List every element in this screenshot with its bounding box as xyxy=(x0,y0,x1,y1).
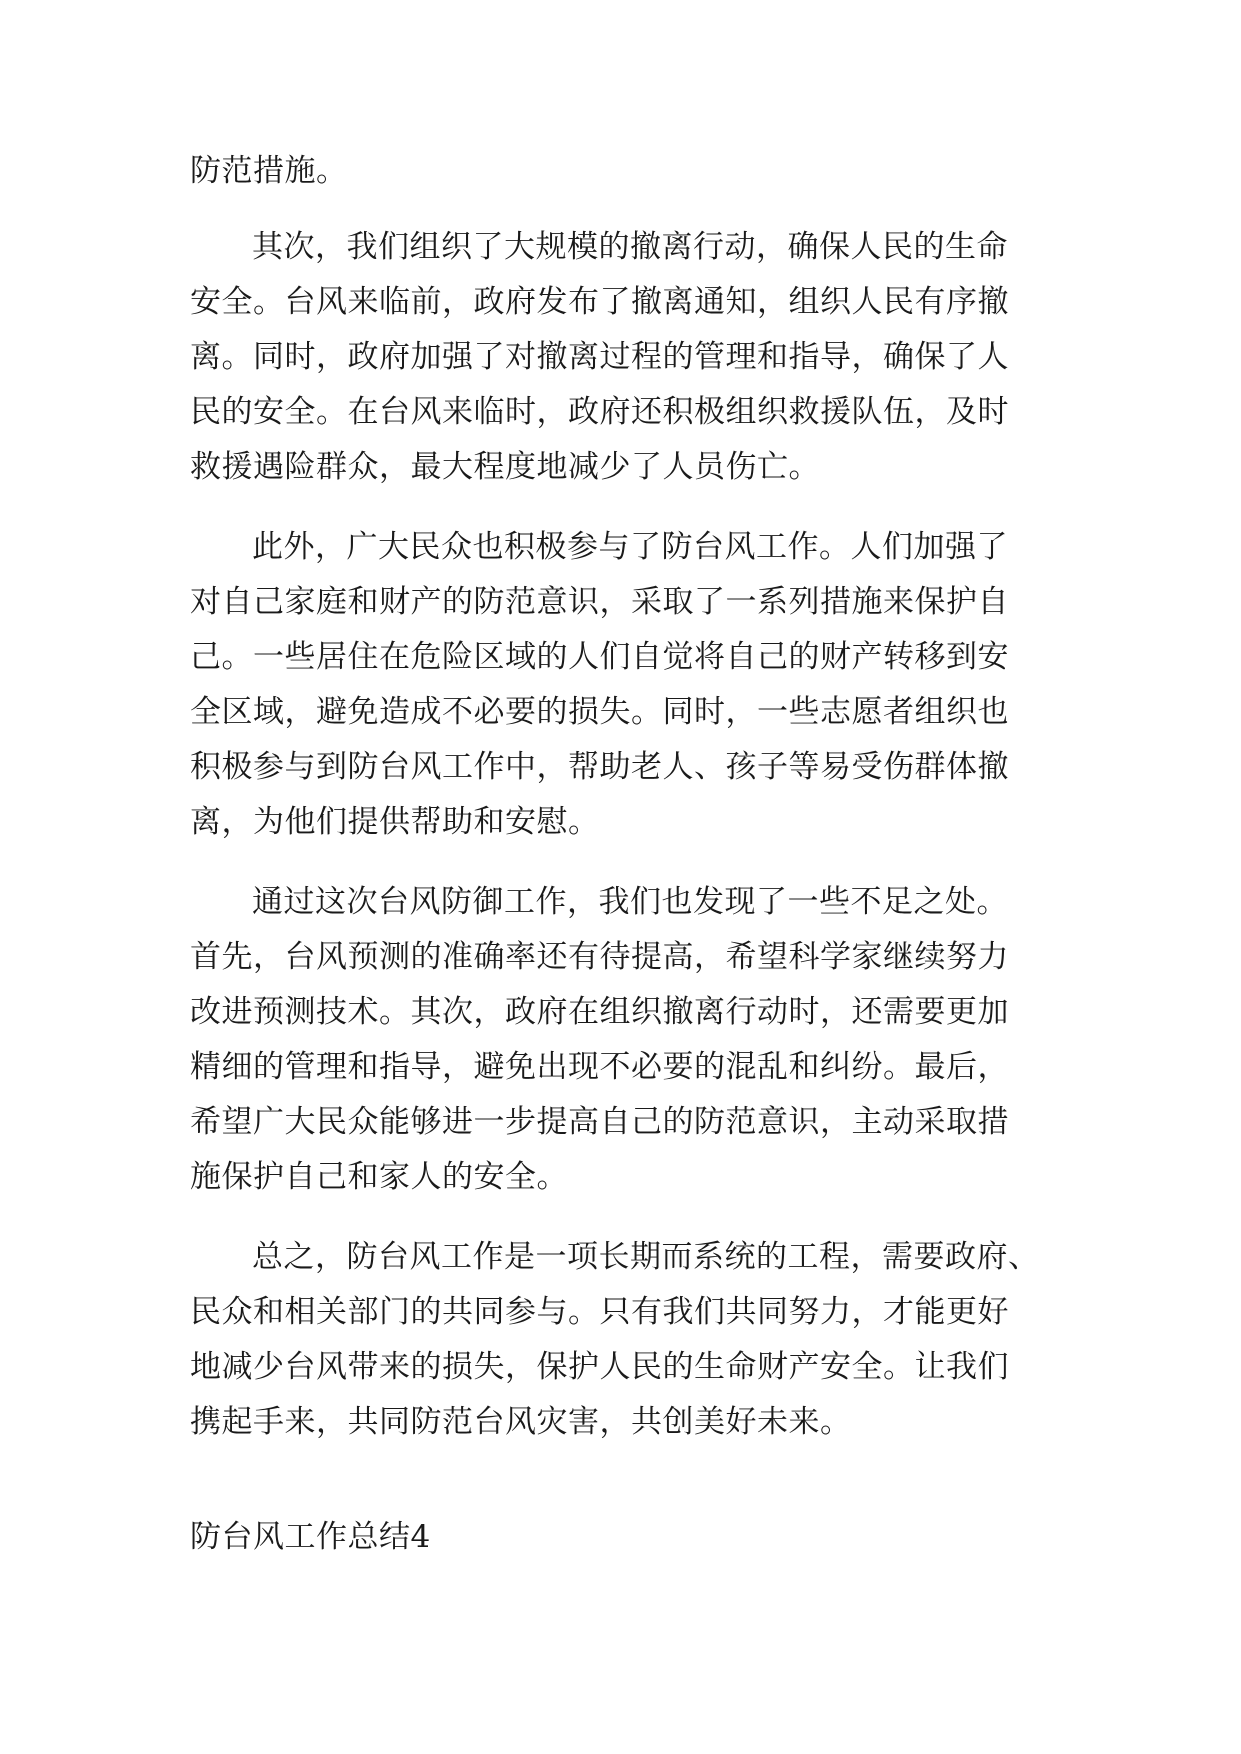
body-line: 救援遇险群众，最大程度地减少了人员伤亡。 xyxy=(190,449,820,485)
body-line: 首先，台风预测的准确率还有待提高，希望科学家继续努力 xyxy=(190,939,1009,975)
body-line: 积极参与到防台风工作中，帮助老人、孩子等易受伤群体撤 xyxy=(190,749,1009,785)
body-line: 全区域，避免造成不必要的损失。同时，一些志愿者组织也 xyxy=(190,694,1009,730)
body-line: 己。一些居住在危险区域的人们自觉将自己的财产转移到安 xyxy=(190,639,1009,675)
body-line: 对自己家庭和财产的防范意识，采取了一系列措施来保护自 xyxy=(190,584,1009,620)
body-line: 地减少台风带来的损失，保护人民的生命财产安全。让我们 xyxy=(190,1349,1009,1385)
body-line: 施保护自己和家人的安全。 xyxy=(190,1159,568,1195)
body-line: 民的安全。在台风来临时，政府还积极组织救援队伍，及时 xyxy=(190,394,1009,430)
body-line: 改进预测技术。其次，政府在组织撤离行动时，还需要更加 xyxy=(190,994,1009,1030)
body-line: 希望广大民众能够进一步提高自己的防范意识，主动采取措 xyxy=(190,1104,1009,1140)
body-line: 携起手来，共同防范台风灾害，共创美好未来。 xyxy=(190,1404,852,1440)
section-heading: 防台风工作总结4 xyxy=(190,1519,431,1555)
paragraph-first-line: 通过这次台风防御工作，我们也发现了一些不足之处。 xyxy=(252,884,1008,920)
paragraph-first-line: 此外，广大民众也积极参与了防台风工作。人们加强了 xyxy=(252,529,1008,565)
paragraph-first-line: 其次，我们组织了大规模的撤离行动，确保人民的生命 xyxy=(252,229,1008,265)
body-line: 离。同时，政府加强了对撤离过程的管理和指导，确保了人 xyxy=(190,339,1009,375)
body-line: 防范措施。 xyxy=(190,153,348,189)
body-line: 安全。台风来临前，政府发布了撤离通知，组织人民有序撤 xyxy=(190,284,1009,320)
body-line: 精细的管理和指导，避免出现不必要的混乱和纠纷。最后， xyxy=(190,1049,1009,1085)
body-line: 离，为他们提供帮助和安慰。 xyxy=(190,804,600,840)
body-line: 民众和相关部门的共同参与。只有我们共同努力，才能更好 xyxy=(190,1294,1009,1330)
paragraph-first-line: 总之，防台风工作是一项长期而系统的工程，需要政府、 xyxy=(252,1239,1040,1275)
